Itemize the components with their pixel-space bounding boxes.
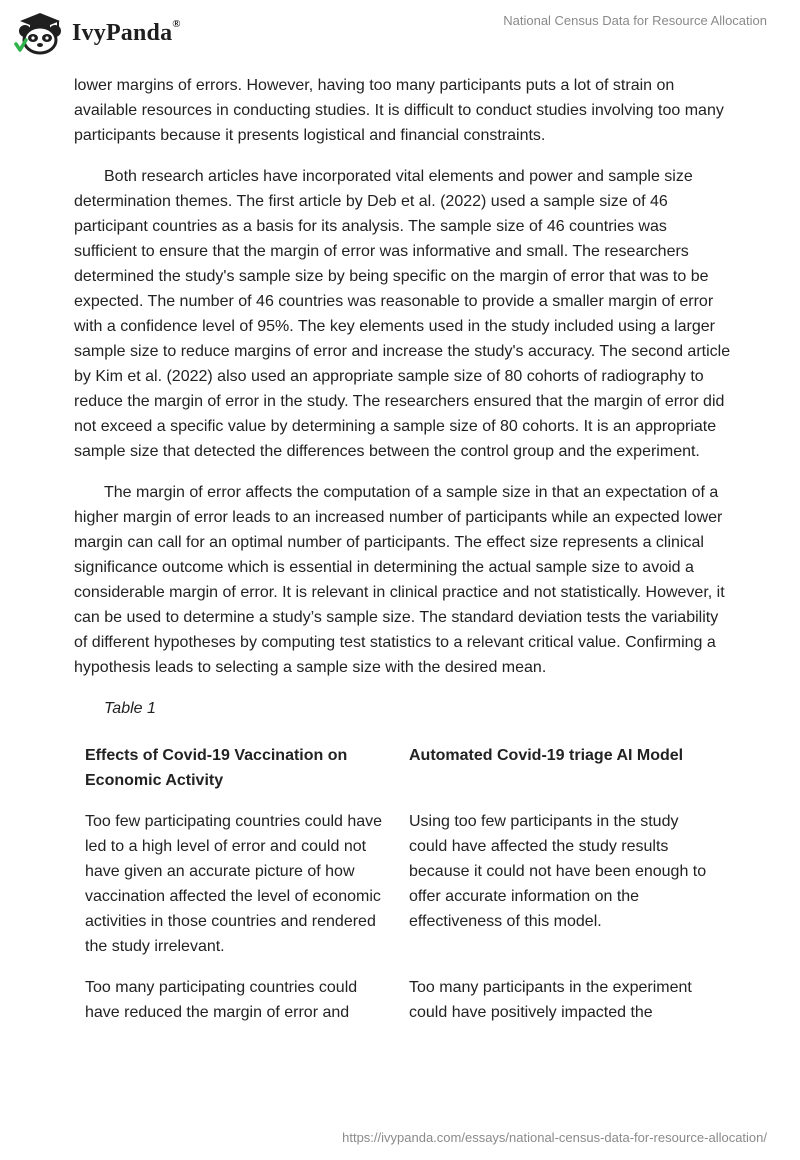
paragraph-2: Both research articles have incorporated vital elements and power and sample size determination themes. The first article by Deb et al. (2022) used a sample size of 46 participant countries as a basis for its analysis. The sample size of 46 countries was sufficient to ensure that the margin of error was informative and small. The researchers determined the study's sample size by being specific on the margin of error that was to be expected. The number of 46 countries was reasonable to provide a smaller margin of error with a confidence level of 95%. The key elements used in the study included using a larger sample size to reduce margins of error and increase the study's accuracy. The second article by Kim et al. (2022) also used an appropriate sample size of 80 cohorts of radiography to reduce the margin of error in the study. The researchers ensured that the margin of error did not exceed a specific value by determining a sample size of 80 cohorts. It is an appropriate sample size that detected the differences between the control group and the experiment.: [74, 168, 731, 460]
table-cell: Too few participating countries could have led to a high level of error and could not have given an accurate picture of how vaccination affected the level of economic activities in those countries and rendered the study irrelevant.: [85, 813, 383, 955]
brand-name: IvyPanda®: [72, 17, 181, 46]
document-title: National Census Data for Resource Allocation: [503, 13, 767, 28]
comparison-table: [85, 743, 725, 1025]
table-cell: Using too few participants in the study could have affected the study results because it could not have been enough to offer accurate information on the effectiveness of this model.: [409, 813, 707, 930]
table-header-cell: Effects of Covid-19 Vaccination on Economic Activity: [85, 747, 348, 789]
table-header-row: [85, 743, 725, 793]
panda-logo-icon: [14, 10, 66, 56]
paragraph-3: The margin of error affects the computation of a sample size in that an expectation of a higher margin of error leads to an increased number of participants while an expected lower margin can call for an optimal number of participants. The effect size represents a clinical significance outcome which is essential in determining the actual sample size to avoid a considerable margin of error. It is relevant in clinical practice and not statistically. However, it can be used to determine a study’s sample size. The standard deviation tests the variability of different hypotheses by computing test statistics to a relevant critical value. Confirming a hypothesis leads to selecting a sample size with the desired mean.: [74, 484, 725, 676]
table-row: [85, 809, 725, 959]
table-header-cell: Automated Covid-19 triage AI Model: [409, 747, 684, 764]
page-header: [0, 0, 800, 70]
essay-content: [74, 73, 734, 1041]
paragraph-1: lower margins of errors. However, having too many participants puts a lot of strain on available resources in conducting studies. It is difficult to conduct studies involving too many participants because it presents logistical and financial constraints.: [74, 77, 724, 144]
source-url[interactable]: https://ivypanda.com/essays/national-census-data-for-resource-allocation/: [342, 1130, 767, 1145]
table-cell: Too many participants in the experiment could have positively impacted the: [409, 979, 692, 1021]
table-cell: Too many participating countries could have reduced the margin of error and: [85, 979, 358, 1021]
ivypanda-logo[interactable]: [14, 8, 181, 58]
table-caption: Table 1: [104, 700, 156, 717]
table-row: [85, 975, 725, 1025]
